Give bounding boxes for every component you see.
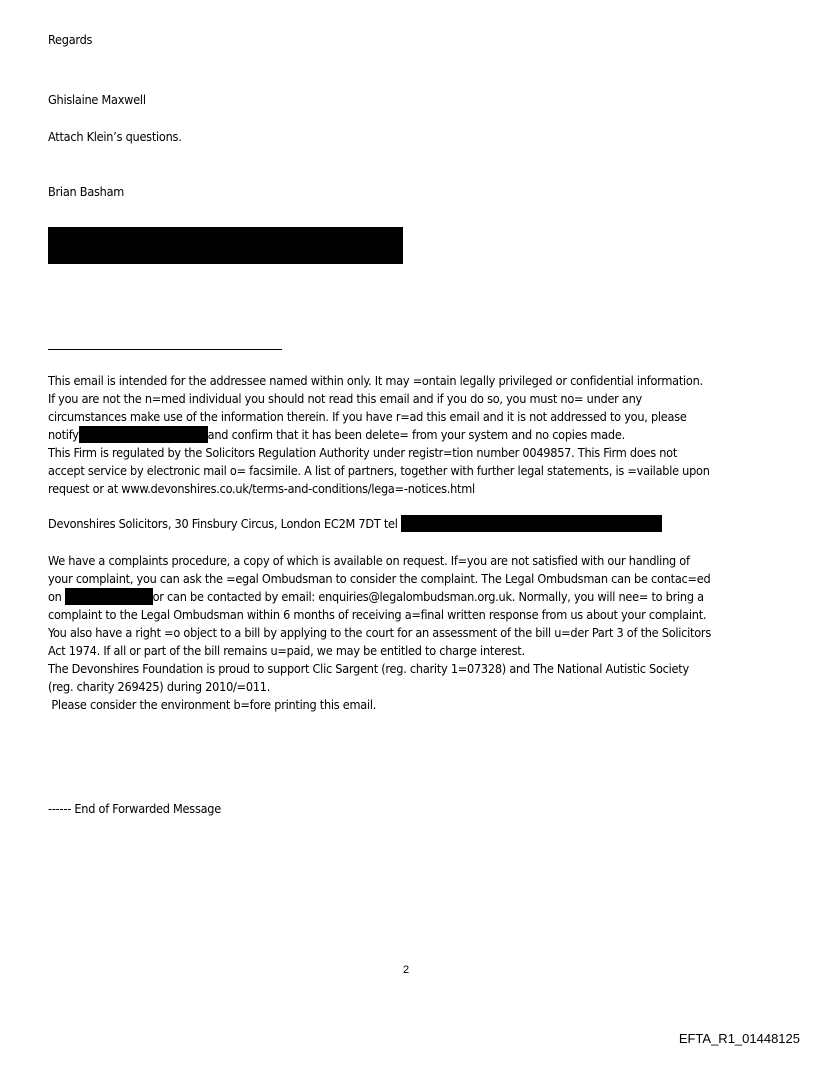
redaction-block	[65, 588, 153, 605]
redaction-block	[401, 515, 662, 532]
disclaimer-line: accept service by electronic mail o= facsimile. A list of partners, together with further legal statements, is =vailable upon	[48, 463, 710, 478]
divider	[48, 349, 282, 350]
complaints-on-line	[48, 588, 704, 606]
attachment-note: Attach Klein’s questions.	[48, 129, 182, 144]
redaction-block	[79, 426, 208, 443]
complaints-line: Act 1974. If all or part of the bill remains u=paid, we may be entitled to charge interest.	[48, 643, 525, 658]
disclaimer-line: circumstances make use of the information therein. If you have r=ad this email and it is not addressed to you, please	[48, 409, 687, 424]
document-id: EFTA_R1_01448125	[678, 1031, 800, 1046]
notify-suffix: and confirm that it has been delete= from your system and no copies made.	[207, 427, 625, 442]
disclaimer-line: This email is intended for the addressee named within only. It may =ontain legally privileged or confidential information.	[48, 373, 703, 388]
complaints-line: We have a complaints procedure, a copy of which is available on request. If=you are not satisfied with our handling of	[48, 553, 690, 568]
end-of-forwarded-message: ------ End of Forwarded Message	[48, 801, 221, 816]
disclaimer-line: request or at www.devonshires.co.uk/terms-and-conditions/lega=-notices.html	[48, 481, 475, 496]
notify-prefix: notify	[48, 427, 79, 442]
firm-address-line	[48, 515, 662, 533]
sender-name: Brian Basham	[48, 184, 125, 199]
redaction-block	[48, 227, 403, 264]
on-prefix: on	[48, 589, 62, 604]
complaints-line: The Devonshires Foundation is proud to support Clic Sargent (reg. charity 1=07328) and The National Autistic Society	[48, 661, 689, 676]
complaints-line: your complaint, you can ask the =egal Ombudsman to consider the complaint. The Legal Ombudsman can be contac=ed	[48, 571, 711, 586]
page-number: 2	[403, 964, 410, 976]
firm-address: Devonshires Solicitors, 30 Finsbury Circus, London EC2M 7DT tel	[48, 516, 398, 531]
complaints-line: (reg. charity 269425) during 2010/=011.	[48, 679, 271, 694]
disclaimer-line: This Firm is regulated by the Solicitors Regulation Authority under registr=tion number 0049857. This Firm does not	[48, 445, 678, 460]
disclaimer-notify-line	[48, 426, 625, 444]
signature: Ghislaine Maxwell	[48, 92, 146, 107]
complaints-line: You also have a right =o object to a bill by applying to the court for an assessment of the bill u=der Part 3 of the Solicitors	[48, 625, 711, 640]
on-suffix: or can be contacted by email: enquiries@legalombudsman.org.uk. Normally, you will nee= to bring a	[152, 589, 704, 604]
complaints-line: Please consider the environment b=fore printing this email.	[48, 697, 377, 712]
complaints-line: complaint to the Legal Ombudsman within 6 months of receiving a=final written response from us about your complaint.	[48, 607, 707, 622]
closing: Regards	[48, 32, 93, 47]
disclaimer-line: If you are not the n=med individual you should not read this email and if you do so, you must no= under any	[48, 391, 642, 406]
